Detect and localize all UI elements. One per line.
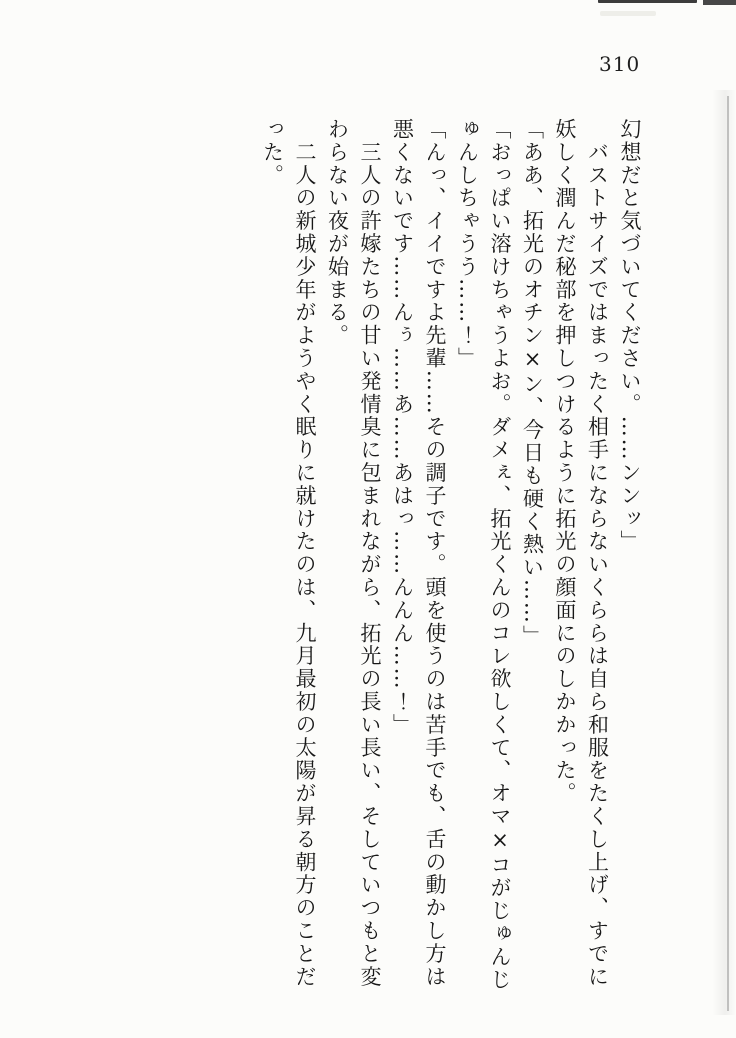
text-line: 「おっぱい溶けちゃうよお。ダメぇ、拓光くんのコレ欲しくて、オマ×コがじゅんじ bbox=[488, 118, 512, 992]
scan-seam-line bbox=[727, 96, 729, 1011]
vertical-text-block bbox=[256, 118, 646, 1020]
text-line: 悪くないです……んぅ……あ……あはっ……んんん……！」 bbox=[390, 118, 415, 737]
text-line: 二人の新城少年がようやく眠りに就けたのは、九月最初の太陽が昇る朝方のことだ bbox=[293, 118, 317, 989]
text-line: 「んっ、イイですよ先輩……その調子です。頭を使うのは苦手でも、舌の動かし方は bbox=[423, 118, 447, 989]
scan-artifact-smudge bbox=[600, 11, 656, 16]
text-line: 三人の許嫁たちの甘い発情臭に包まれながら、拓光の長い長い、そしていつもと変 bbox=[358, 118, 382, 989]
text-line: わらない夜が始まる。 bbox=[325, 118, 350, 347]
text-line: 妖しく潤んだ秘部を押しつけるように拓光の顔面にのしかかった。 bbox=[553, 118, 577, 805]
scan-artifact-top-strip-left bbox=[598, 0, 697, 3]
text-line: ゅんしちゃうう……！」 bbox=[455, 118, 480, 370]
text-line: 幻想だと気づいてください。……ンンッ」 bbox=[618, 118, 642, 554]
scan-seam-shadow bbox=[712, 90, 736, 1015]
text-line: 「ああ、拓光のオチン×ン、今日も硬く熱い……」 bbox=[520, 118, 545, 648]
text-line: バストサイズではまったく相手にならないくららは自ら和服をたくし上げ、すでに bbox=[585, 118, 610, 989]
page-number: 310 bbox=[599, 52, 641, 76]
scan-artifact-top-strip-right bbox=[703, 0, 736, 5]
text-line: った。 bbox=[260, 118, 285, 187]
